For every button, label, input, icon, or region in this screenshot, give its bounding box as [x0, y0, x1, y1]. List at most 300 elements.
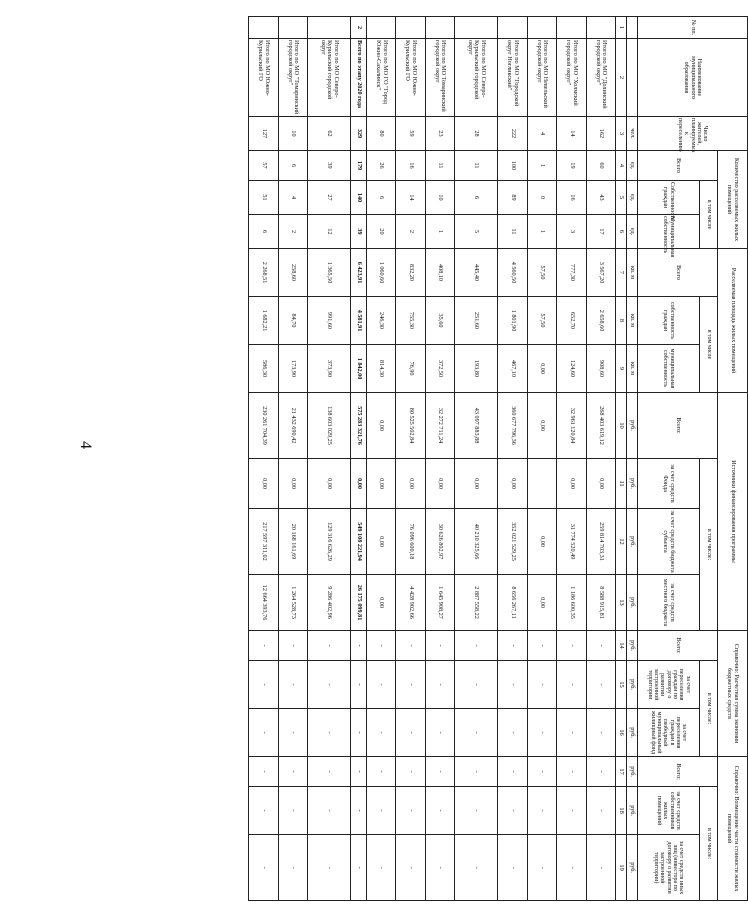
index-cell: 8	[616, 297, 627, 345]
table-cell: 268 403 619,12	[586, 393, 615, 459]
index-cell: 3	[616, 117, 627, 151]
table-cell: 32 961 120,84	[557, 393, 586, 459]
table-cell: -	[307, 661, 350, 709]
header-ref2-total: Всего:	[638, 757, 718, 787]
table-cell: -	[366, 835, 395, 901]
table-cell: 12	[307, 215, 350, 249]
table-cell: 43	[586, 181, 615, 215]
index-cell: 9	[616, 345, 627, 393]
table-cell: -	[455, 835, 498, 901]
table-cell: 60	[586, 151, 615, 181]
row-number	[249, 17, 279, 39]
row-number	[586, 17, 615, 39]
table-cell: 138 603 029,25	[307, 393, 350, 459]
table-cell: 173,90	[278, 345, 307, 393]
table-cell: 1 186 600,35	[557, 575, 586, 631]
table-cell: 80	[366, 117, 395, 151]
table-cell: -	[278, 661, 307, 709]
table-cell: 51	[249, 181, 279, 215]
table-cell: 814,30	[366, 345, 395, 393]
header-ref1-a: за счет переселения граждан по договору о развитии застроенной территории	[638, 661, 700, 709]
table-cell: -	[351, 787, 367, 835]
row-name: Всего по этапу 2020 года	[351, 39, 367, 117]
table-cell: -	[557, 787, 586, 835]
unit-cell: руб.	[627, 787, 638, 835]
table-cell: 0	[527, 181, 556, 215]
row-name: Итого по МО Южно-Курильский ГО	[249, 39, 279, 117]
table-cell: -	[527, 661, 556, 709]
index-cell: 11	[616, 459, 627, 509]
table-cell: 12 664 393,76	[249, 575, 279, 631]
table-cell: -	[278, 787, 307, 835]
table-cell: -	[586, 835, 615, 901]
table-cell: 40 210 325,66	[455, 509, 498, 575]
header-fin-group: Источники финансирования программы	[718, 393, 748, 631]
table-cell: -	[586, 709, 615, 757]
table-cell: 4	[527, 117, 556, 151]
table-cell: 76 096 600,18	[396, 509, 425, 575]
table-cell: 9 286 402,96	[307, 575, 350, 631]
table-cell: -	[396, 835, 425, 901]
index-cell: 5	[616, 181, 627, 215]
row-number	[425, 17, 454, 39]
table-cell: -	[425, 709, 454, 757]
table-cell: 0,00	[351, 459, 367, 509]
table-row	[557, 17, 586, 901]
table-cell: -	[527, 631, 556, 661]
table-cell: 27	[307, 181, 350, 215]
row-number	[455, 17, 498, 39]
row-name: Итого по МО Томаринский городской округ	[425, 39, 454, 117]
table-cell: 57,50	[527, 249, 556, 297]
table-cell: 4 581,91	[351, 297, 367, 345]
index-cell: 10	[616, 393, 627, 459]
table-cell: 6	[249, 215, 279, 249]
table-cell: 76,90	[396, 345, 425, 393]
index-cell: 14	[616, 631, 627, 661]
table-cell: -	[425, 835, 454, 901]
header-ref2-b: за счет средств иных лиц (инвестора по договору о развитии застроенной территории)	[638, 835, 700, 901]
table-cell: 1	[527, 151, 556, 181]
table-cell: -	[307, 631, 350, 661]
table-cell: -	[351, 835, 367, 901]
table-cell: -	[557, 709, 586, 757]
row-number	[307, 17, 350, 39]
table-cell: 360 677 796,36	[498, 393, 527, 459]
table-cell: -	[455, 787, 498, 835]
table-cell: -	[498, 661, 527, 709]
header-area-citizens: собственность граждан	[638, 297, 700, 345]
table-cell: -	[527, 835, 556, 901]
table-cell: -	[586, 757, 615, 787]
table-cell: 0,00	[249, 459, 279, 509]
unit-cell: руб.	[627, 575, 638, 631]
table-cell: -	[396, 631, 425, 661]
table-row	[278, 17, 307, 901]
table-cell: 1 264 528,73	[278, 575, 307, 631]
table-cell: -	[498, 631, 527, 661]
table-cell: -	[586, 631, 615, 661]
table-cell: 26 175 099,81	[351, 575, 367, 631]
table-cell: 2 658,60	[586, 297, 615, 345]
table-cell: 258,60	[278, 249, 307, 297]
table-cell: 1 682,21	[249, 297, 279, 345]
table-cell: -	[455, 661, 498, 709]
header-n: № пп.	[638, 17, 748, 39]
unit-cell: руб.	[627, 393, 638, 459]
units-row	[627, 17, 638, 901]
table-cell: 6	[366, 181, 395, 215]
table-cell: -	[455, 631, 498, 661]
table-row	[307, 17, 350, 901]
table-cell: -	[249, 709, 279, 757]
table-cell: -	[249, 757, 279, 787]
header-ref1-total: Всего:	[638, 631, 718, 661]
unit-cell: руб.	[627, 835, 638, 901]
table-cell: -	[249, 835, 279, 901]
table-row	[351, 17, 367, 901]
table-cell: 6	[278, 151, 307, 181]
unit-cell: руб.	[627, 459, 638, 509]
row-number	[527, 17, 556, 39]
table-cell: 23	[425, 117, 454, 151]
table-cell: -	[557, 835, 586, 901]
table-cell: 0,00	[425, 459, 454, 509]
index-cell: 2	[616, 39, 627, 117]
unit-cell: руб.	[627, 509, 638, 575]
table-cell: 217 597 311,02	[249, 509, 279, 575]
table-cell: 162	[586, 117, 615, 151]
table-cell: 11	[498, 215, 527, 249]
header-ref1-group: Справочно: Расчетная сумма экономии бюджетных средств	[718, 631, 748, 757]
unit-cell: кв. м	[627, 297, 638, 345]
table-cell: 549 108 221,94	[351, 509, 367, 575]
table-cell: 59	[396, 117, 425, 151]
header-count-incl: в том числе	[700, 181, 718, 249]
unit-cell: руб.	[627, 631, 638, 661]
table-cell: -	[366, 787, 395, 835]
index-cell: 1	[616, 17, 627, 39]
index-cell: 7	[616, 249, 627, 297]
index-cell: 18	[616, 787, 627, 835]
index-cell: 4	[616, 151, 627, 181]
table-cell: 0,00	[455, 459, 498, 509]
header-count-total: Всего	[638, 151, 718, 181]
table-row	[249, 17, 279, 901]
table-cell: -	[366, 709, 395, 757]
header-ref2-incl: в том числе:	[700, 787, 718, 901]
table-row	[498, 17, 527, 901]
table-cell: -	[498, 787, 527, 835]
table-cell: 372,50	[425, 345, 454, 393]
table-cell: -	[278, 709, 307, 757]
row-name: Итого по МО Северо-Курильский городской округ	[307, 39, 350, 117]
row-number	[396, 17, 425, 39]
header-area-total: Всего	[638, 249, 718, 297]
row-name: Итого по МО "Долинский городской округ"	[586, 39, 615, 117]
table-cell: 352 021 529,25	[498, 509, 527, 575]
table-cell: 179	[351, 151, 367, 181]
unit-cell: руб.	[627, 661, 638, 709]
header-count-municipal: Муниципальная собственность	[638, 215, 700, 249]
table-cell: 14	[557, 117, 586, 151]
table-cell: -	[586, 787, 615, 835]
table-cell: -	[366, 631, 395, 661]
table-cell: 16	[557, 181, 586, 215]
table-cell: 246,30	[366, 297, 395, 345]
rotated-page	[248, 16, 748, 900]
table-cell: -	[278, 631, 307, 661]
table-cell: 20 168 161,69	[278, 509, 307, 575]
table-cell: 140	[351, 181, 367, 215]
table-cell: 2 887 558,22	[455, 575, 498, 631]
table-row	[527, 17, 556, 901]
table-cell: 0,00	[366, 575, 395, 631]
table-cell	[527, 459, 556, 509]
header-ref2-group: Справочно: Возмещение части стоимости жилых помещений	[718, 757, 748, 901]
table-cell: 259 814 703,31	[586, 509, 615, 575]
table-cell: 80 525 502,84	[396, 393, 425, 459]
row-number: 2	[351, 17, 367, 39]
row-name: Итого по МО "Томаринский городской округ"	[278, 39, 307, 117]
table-cell: 0,00	[396, 459, 425, 509]
table-cell: -	[557, 661, 586, 709]
table-cell: -	[396, 709, 425, 757]
table-cell: 1	[425, 215, 454, 249]
table-cell: 124,60	[557, 345, 586, 393]
unit-cell	[627, 39, 638, 117]
table-cell: 127	[249, 117, 279, 151]
table-cell: 2	[396, 215, 425, 249]
table-cell: 755,30	[396, 297, 425, 345]
table-cell: 1 365,50	[307, 249, 350, 297]
table-cell: 39	[351, 215, 367, 249]
table-cell: 57,50	[527, 297, 556, 345]
table-cell: 84,70	[278, 297, 307, 345]
table-cell: 445,40	[455, 249, 498, 297]
table-row	[425, 17, 454, 901]
table-cell: -	[498, 757, 527, 787]
table-cell: 0,00	[366, 509, 395, 575]
table-cell: 62	[307, 117, 350, 151]
table-cell: 2 268,51	[249, 249, 279, 297]
table-cell: 1 801,90	[498, 297, 527, 345]
table-cell: 100	[498, 151, 527, 181]
table-cell: 0,00	[278, 459, 307, 509]
table-cell: 652,70	[557, 297, 586, 345]
table-cell: 0,00	[307, 459, 350, 509]
row-name: Итого по МО Северо-Курильский городской округ	[455, 39, 498, 117]
row-name: Итого по МО "Холмский городской округ"	[557, 39, 586, 117]
index-cell: 15	[616, 661, 627, 709]
table-cell: -	[307, 709, 350, 757]
row-number	[366, 17, 395, 39]
row-name: Итого по МО "Городской округ Ногликский"	[498, 39, 527, 117]
table-cell: 0,00	[527, 393, 556, 459]
table-cell: -	[366, 757, 395, 787]
table-cell: 57	[249, 151, 279, 181]
table-cell: 193,80	[455, 345, 498, 393]
table-cell: 908,60	[586, 345, 615, 393]
table-cell: 3 567,20	[586, 249, 615, 297]
table-cell: -	[307, 835, 350, 901]
table-cell: 467,10	[498, 345, 527, 393]
table-cell: 10	[425, 181, 454, 215]
table-cell: 30 626 802,97	[425, 509, 454, 575]
table-cell: 11	[425, 151, 454, 181]
index-cell: 6	[616, 215, 627, 249]
table-cell: -	[425, 661, 454, 709]
table-cell: 32 272 711,24	[425, 393, 454, 459]
header-people: Число жителей, планируемых к переселению	[638, 117, 748, 151]
table-row	[455, 17, 498, 901]
table-cell: -	[586, 661, 615, 709]
table-cell: -	[366, 661, 395, 709]
header-count-citizens: Собственность граждан	[638, 181, 700, 215]
table-cell: 4	[278, 181, 307, 215]
table-cell: -	[425, 757, 454, 787]
table-cell: 0,00	[527, 509, 556, 575]
table-cell: 129 316 626,29	[307, 509, 350, 575]
unit-cell: кв. м	[627, 249, 638, 297]
resettlement-table	[248, 16, 748, 901]
table-cell: -	[278, 757, 307, 787]
table-cell: 17	[586, 215, 615, 249]
table-cell: -	[396, 787, 425, 835]
table-cell: 3	[557, 215, 586, 249]
table-cell: 230 261 704,39	[249, 393, 279, 459]
table-cell: 5	[455, 215, 498, 249]
table-cell: 89	[498, 181, 527, 215]
table-cell: 1 842,00	[351, 345, 367, 393]
table-row	[586, 17, 615, 901]
table-cell: -	[527, 787, 556, 835]
table-row	[366, 17, 395, 901]
table-body	[249, 17, 616, 901]
table-cell: 0,00	[366, 393, 395, 459]
table-cell: -	[455, 757, 498, 787]
header-fin-local: за счет средств местного бюджета	[638, 575, 700, 631]
table-cell: 11	[455, 151, 498, 181]
table-cell: 222	[498, 117, 527, 151]
table-cell: 0,00	[557, 459, 586, 509]
table-cell: -	[249, 661, 279, 709]
table-cell: -	[425, 631, 454, 661]
header-area-group: Расселяемая площадь жилых помещений	[718, 249, 748, 393]
table-cell: 373,90	[307, 345, 350, 393]
header-fin-fund: за счет средств Фонда	[638, 459, 700, 509]
table-cell: -	[498, 709, 527, 757]
table-cell: -	[351, 709, 367, 757]
table-cell: -	[307, 757, 350, 787]
header-name: Наименование муниципального образования	[638, 39, 748, 117]
table-cell: -	[557, 757, 586, 787]
table-cell: 777,30	[557, 249, 586, 297]
table-cell: 0,00	[498, 459, 527, 509]
table-cell: 8 588 915,81	[586, 575, 615, 631]
table-cell: -	[396, 757, 425, 787]
table-cell: 251,60	[455, 297, 498, 345]
table-cell: 4 560,50	[498, 249, 527, 297]
unit-cell: руб.	[627, 709, 638, 757]
table-cell: 21 432 690,42	[278, 393, 307, 459]
table-cell: 0,00	[366, 459, 395, 509]
table-cell: -	[557, 631, 586, 661]
header-fin-total: Всего:	[638, 393, 718, 459]
row-number	[557, 17, 586, 39]
table-cell: 0,00	[527, 345, 556, 393]
table-cell: 6 423,91	[351, 249, 367, 297]
header-fin-subject: за счет средств бюджета субъекта	[638, 509, 700, 575]
table-cell: 35,60	[425, 297, 454, 345]
table-cell: 1 060,60	[366, 249, 395, 297]
index-cell: 16	[616, 709, 627, 757]
table-cell: 39	[307, 151, 350, 181]
table-cell: 0,00	[527, 575, 556, 631]
table-cell: 20	[366, 215, 395, 249]
table-cell: 586,30	[249, 345, 279, 393]
table-cell: 832,20	[396, 249, 425, 297]
index-cell: 17	[616, 757, 627, 787]
row-name: Итого по МО Южно-Курильский ГО	[396, 39, 425, 117]
table-cell: 26	[366, 151, 395, 181]
row-number	[498, 17, 527, 39]
table-cell: 10	[278, 117, 307, 151]
row-name: Итого по МО ГО "Город Южно-Сахалинск"	[366, 39, 395, 117]
table-cell: -	[351, 631, 367, 661]
table-cell: 0,00	[586, 459, 615, 509]
table-cell: -	[455, 709, 498, 757]
table-cell: -	[249, 631, 279, 661]
index-cell: 13	[616, 575, 627, 631]
table-cell: 991,60	[307, 297, 350, 345]
table-cell: -	[249, 787, 279, 835]
table-cell: -	[307, 787, 350, 835]
table-row	[396, 17, 425, 901]
table-cell: -	[396, 661, 425, 709]
table-cell: -	[498, 835, 527, 901]
page-number: 4	[77, 441, 94, 449]
table-cell: 575 283 321,76	[351, 393, 367, 459]
header-count-group: Количество расселяемых жилых помещений	[718, 151, 748, 249]
table-cell: 1 645 908,27	[425, 575, 454, 631]
header-area-municipal: муниципальная собственность	[638, 345, 700, 393]
table-cell: 6	[455, 181, 498, 215]
table-cell: 8 656 267,11	[498, 575, 527, 631]
row-name: Итого по МО Невельский городской округ	[527, 39, 556, 117]
index-cell: 12	[616, 509, 627, 575]
header-ref1-b: за счет переселения граждан в свободный муниципальный жилищный фонд	[638, 709, 700, 757]
index-cell: 19	[616, 835, 627, 901]
table-cell: 329	[351, 117, 367, 151]
table-cell: -	[527, 757, 556, 787]
table-cell: 31 774 520,49	[557, 509, 586, 575]
table-cell: -	[351, 757, 367, 787]
unit-cell: ед.	[627, 215, 638, 249]
table-cell: 43 097 883,88	[455, 393, 498, 459]
header-ref2-a: за счет средств собственников жилых помещений	[638, 787, 700, 835]
table-cell: 16	[396, 151, 425, 181]
header-ref1-incl: в том числе:	[700, 661, 718, 757]
unit-cell: чел.	[627, 117, 638, 151]
table-cell: 28	[455, 117, 498, 151]
column-index-row	[616, 17, 627, 901]
unit-cell: ед.	[627, 151, 638, 181]
table-cell: 1	[527, 215, 556, 249]
unit-cell: кв. м	[627, 345, 638, 393]
table-cell: 4 428 902,66	[396, 575, 425, 631]
header-fin-incl: в том числе:	[700, 459, 718, 631]
